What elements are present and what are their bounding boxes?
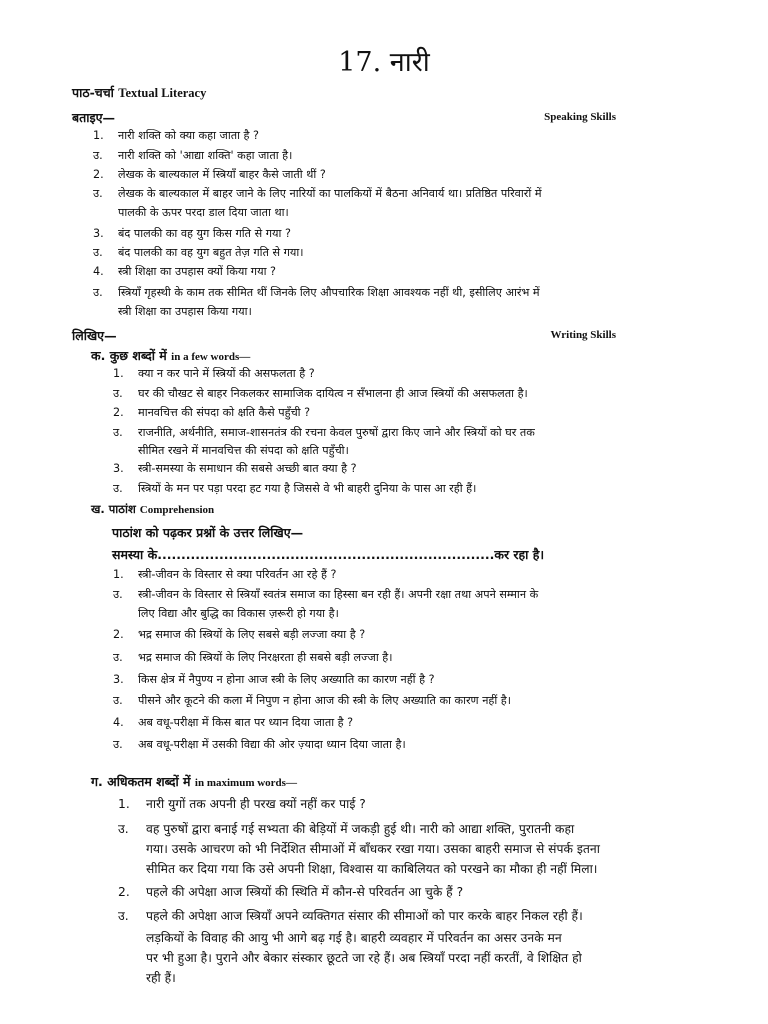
speaking-skills-label: Speaking Skills (544, 111, 616, 123)
item-number: 2. (93, 168, 104, 181)
section-heading-hindi: पाठ-चर्चा (72, 85, 114, 100)
item-number: उ. (113, 482, 123, 495)
item-text: अब वधू-परीक्षा में किस बात पर ध्यान दिया जाता है ? (138, 716, 354, 729)
item-text: बंद पालकी का वह युग किस गति से गया ? (118, 227, 291, 240)
item-number: उ. (93, 286, 103, 299)
item-number: 2. (113, 406, 124, 419)
item-text: सीमित कर दिया गया कि उसे अपनी शिक्षा, विश्वास या काबिलियत को परखने का मौका ही नहीं मिला। (146, 862, 598, 876)
item-text: सीमित रखने में मानवचित्त की संपदा को क्षति पहुँची। (138, 444, 349, 457)
ka-heading (91, 347, 618, 364)
item-text: नारी युगों तक अपनी ही परख क्यों नहीं कर पाई ? (146, 797, 366, 811)
item-number: 3. (93, 227, 104, 240)
item-text: लेखक के बाल्यकाल में बाहर जाने के लिए नारियों का पालकियों में बैठना अनिवार्य था। प्रतिष्ठित परिवारों में (118, 187, 542, 200)
item-number: उ. (118, 822, 129, 836)
item-number: 1. (113, 367, 124, 380)
item-number: उ. (113, 651, 123, 664)
item-text: अब वधू-परीक्षा में उसकी विद्या की ओर ज़्यादा ध्यान दिया जाता है। (138, 738, 406, 751)
section-heading-english: Textual Literacy (118, 86, 207, 100)
item-text: पीसने और कूटने की कला में निपुण न होना आज की स्त्री के लिए अख्याति का कारण नहीं है। (138, 694, 511, 707)
item-number: 2. (113, 628, 124, 641)
item-text: स्त्री-जीवन के विस्तार से क्या परिवर्तन आ रहे हैं ? (138, 568, 337, 581)
item-text: पहले की अपेक्षा आज स्त्रियाँ अपने व्यक्तिगत संसार की सीमाओं को पार करके बाहर निकल रही हैं। (146, 909, 583, 923)
item-text: पालकी के ऊपर परदा डाल दिया जाता था। (118, 206, 289, 219)
item-text: पहले की अपेक्षा आज स्त्रियों की स्थिति में कौन-से परिवर्तन आ चुके हैं ? (146, 885, 464, 899)
kha-passage-ref: समस्या के.......................................................................कर रहा है। (112, 547, 545, 562)
item-text: बंद पालकी का वह युग बहुत तेज़ गति से गया। (118, 246, 304, 259)
item-number: 2. (118, 885, 130, 899)
ka-heading-english: in a few words— (171, 351, 251, 363)
item-text: रही हैं। (146, 971, 176, 985)
item-number: 4. (113, 716, 124, 729)
item-text: स्त्री शिक्षा का उपहास किया गया। (118, 305, 252, 318)
item-number: उ. (93, 149, 103, 162)
item-text: लिए विद्या और बुद्धि का विकास ज़रूरी हो गया है। (138, 607, 339, 620)
item-text: वह पुरुषों द्वारा बनाई गई सभ्यता की बेड़ियों में जकड़ी हुई थी। नारी को आद्या शक्ति, पुरातनी कहा (146, 822, 575, 836)
kha-heading-english: Comprehension (139, 504, 215, 516)
ga-heading (91, 773, 618, 790)
item-text: भद्र समाज की स्त्रियों के लिए निरक्षरता ही सबसे बड़ी लज्जा है। (138, 651, 393, 664)
item-number: 4. (93, 265, 104, 278)
item-text: लेखक के बाल्यकाल में स्त्रियाँ बाहर कैसे जाती थीं ? (118, 168, 326, 181)
item-text: भद्र समाज की स्त्रियों के लिए सबसे बड़ी लज्जा क्या है ? (138, 628, 366, 641)
item-text: क्या न कर पाने में स्त्रियों की असफलता है ? (138, 367, 315, 380)
item-text: स्त्री-समस्या के समाधान की सबसे अच्छी बात क्या है ? (138, 462, 357, 475)
item-text: राजनीति, अर्थनीति, समाज-शासनतंत्र की रचना केवल पुरुषों द्वारा किए जाने और स्त्रियों को घर तक (138, 426, 535, 439)
kha-instruction: पाठांश को पढ़कर प्रश्नों के उत्तर लिखिए— (112, 525, 304, 540)
item-number: उ. (113, 588, 123, 601)
section-heading (72, 84, 618, 101)
item-text: नारी शक्ति को क्या कहा जाता है ? (118, 129, 259, 142)
item-number: उ. (93, 246, 103, 259)
item-text: मानवचित्त की संपदा को क्षति कैसे पहुँची ? (138, 406, 311, 419)
item-number: 1. (113, 568, 124, 581)
item-number: 3. (113, 462, 124, 475)
chapter-title: 17. नारी (338, 47, 430, 78)
writing-heading: लिखिए— (72, 328, 117, 343)
item-number: उ. (113, 738, 123, 751)
item-text: पर भी हुआ है। पुराने और बेकार संस्कार छूटते जा रहे हैं। अब स्त्रियाँ परदा नहीं करतीं, वे शिक्षित हो (146, 951, 582, 965)
item-text: स्त्री-जीवन के विस्तार से स्त्रियाँ स्वतंत्र समाज का हिस्सा बन रही हैं। अपनी रक्षा तथा अपने सम्मान के (138, 588, 539, 601)
kha-heading (91, 502, 618, 517)
item-text: स्त्रियों के मन पर पड़ा परदा हट गया है जिससे वे भी बाहरी दुनिया के पास आ रही हैं। (138, 482, 477, 495)
item-text: स्त्रियाँ गृहस्थी के काम तक सीमित थीं जिनके लिए औपचारिक शिक्षा आवश्यक नहीं थी, इसीलिए आरंभ में (118, 286, 540, 299)
item-text: घर की चौखट से बाहर निकलकर सामाजिक दायित्व न सँभालना ही आज स्त्रियों की असफलता है। (138, 387, 528, 400)
item-number: 1. (93, 129, 104, 142)
item-number: उ. (93, 187, 103, 200)
item-text: नारी शक्ति को 'आद्या शक्ति' कहा जाता है। (118, 149, 293, 162)
ka-heading-hindi: क. कुछ शब्दों में (91, 348, 167, 363)
item-text: लड़कियों के विवाह की आयु भी आगे बढ़ गई है। बाहरी व्यवहार में परिवर्तन का असर उनके मन (146, 931, 562, 945)
item-text: किस क्षेत्र में नैपुण्य न होना आज स्त्री के लिए अख्याति का कारण नहीं है ? (138, 673, 435, 686)
item-number: 3. (113, 673, 124, 686)
item-text: गया। उसके आचरण को भी निर्देशित सीमाओं में बाँधकर रखा गया। उसका बाहरी समाज से संपर्क इतना (146, 842, 600, 856)
item-number: उ. (113, 387, 123, 400)
item-number: उ. (118, 909, 129, 923)
item-number: उ. (113, 426, 123, 439)
ga-heading-hindi: ग. अधिकतम शब्दों में (91, 774, 191, 789)
ga-heading-english: in maximum words— (194, 777, 297, 789)
writing-skills-label: Writing Skills (550, 329, 616, 341)
item-number: 1. (118, 797, 130, 811)
speaking-heading: बताइए— (72, 110, 116, 125)
kha-heading-hindi: ख. पाठांश (91, 502, 136, 516)
item-number: उ. (113, 694, 123, 707)
item-text: स्त्री शिक्षा का उपहास क्यों किया गया ? (118, 265, 276, 278)
